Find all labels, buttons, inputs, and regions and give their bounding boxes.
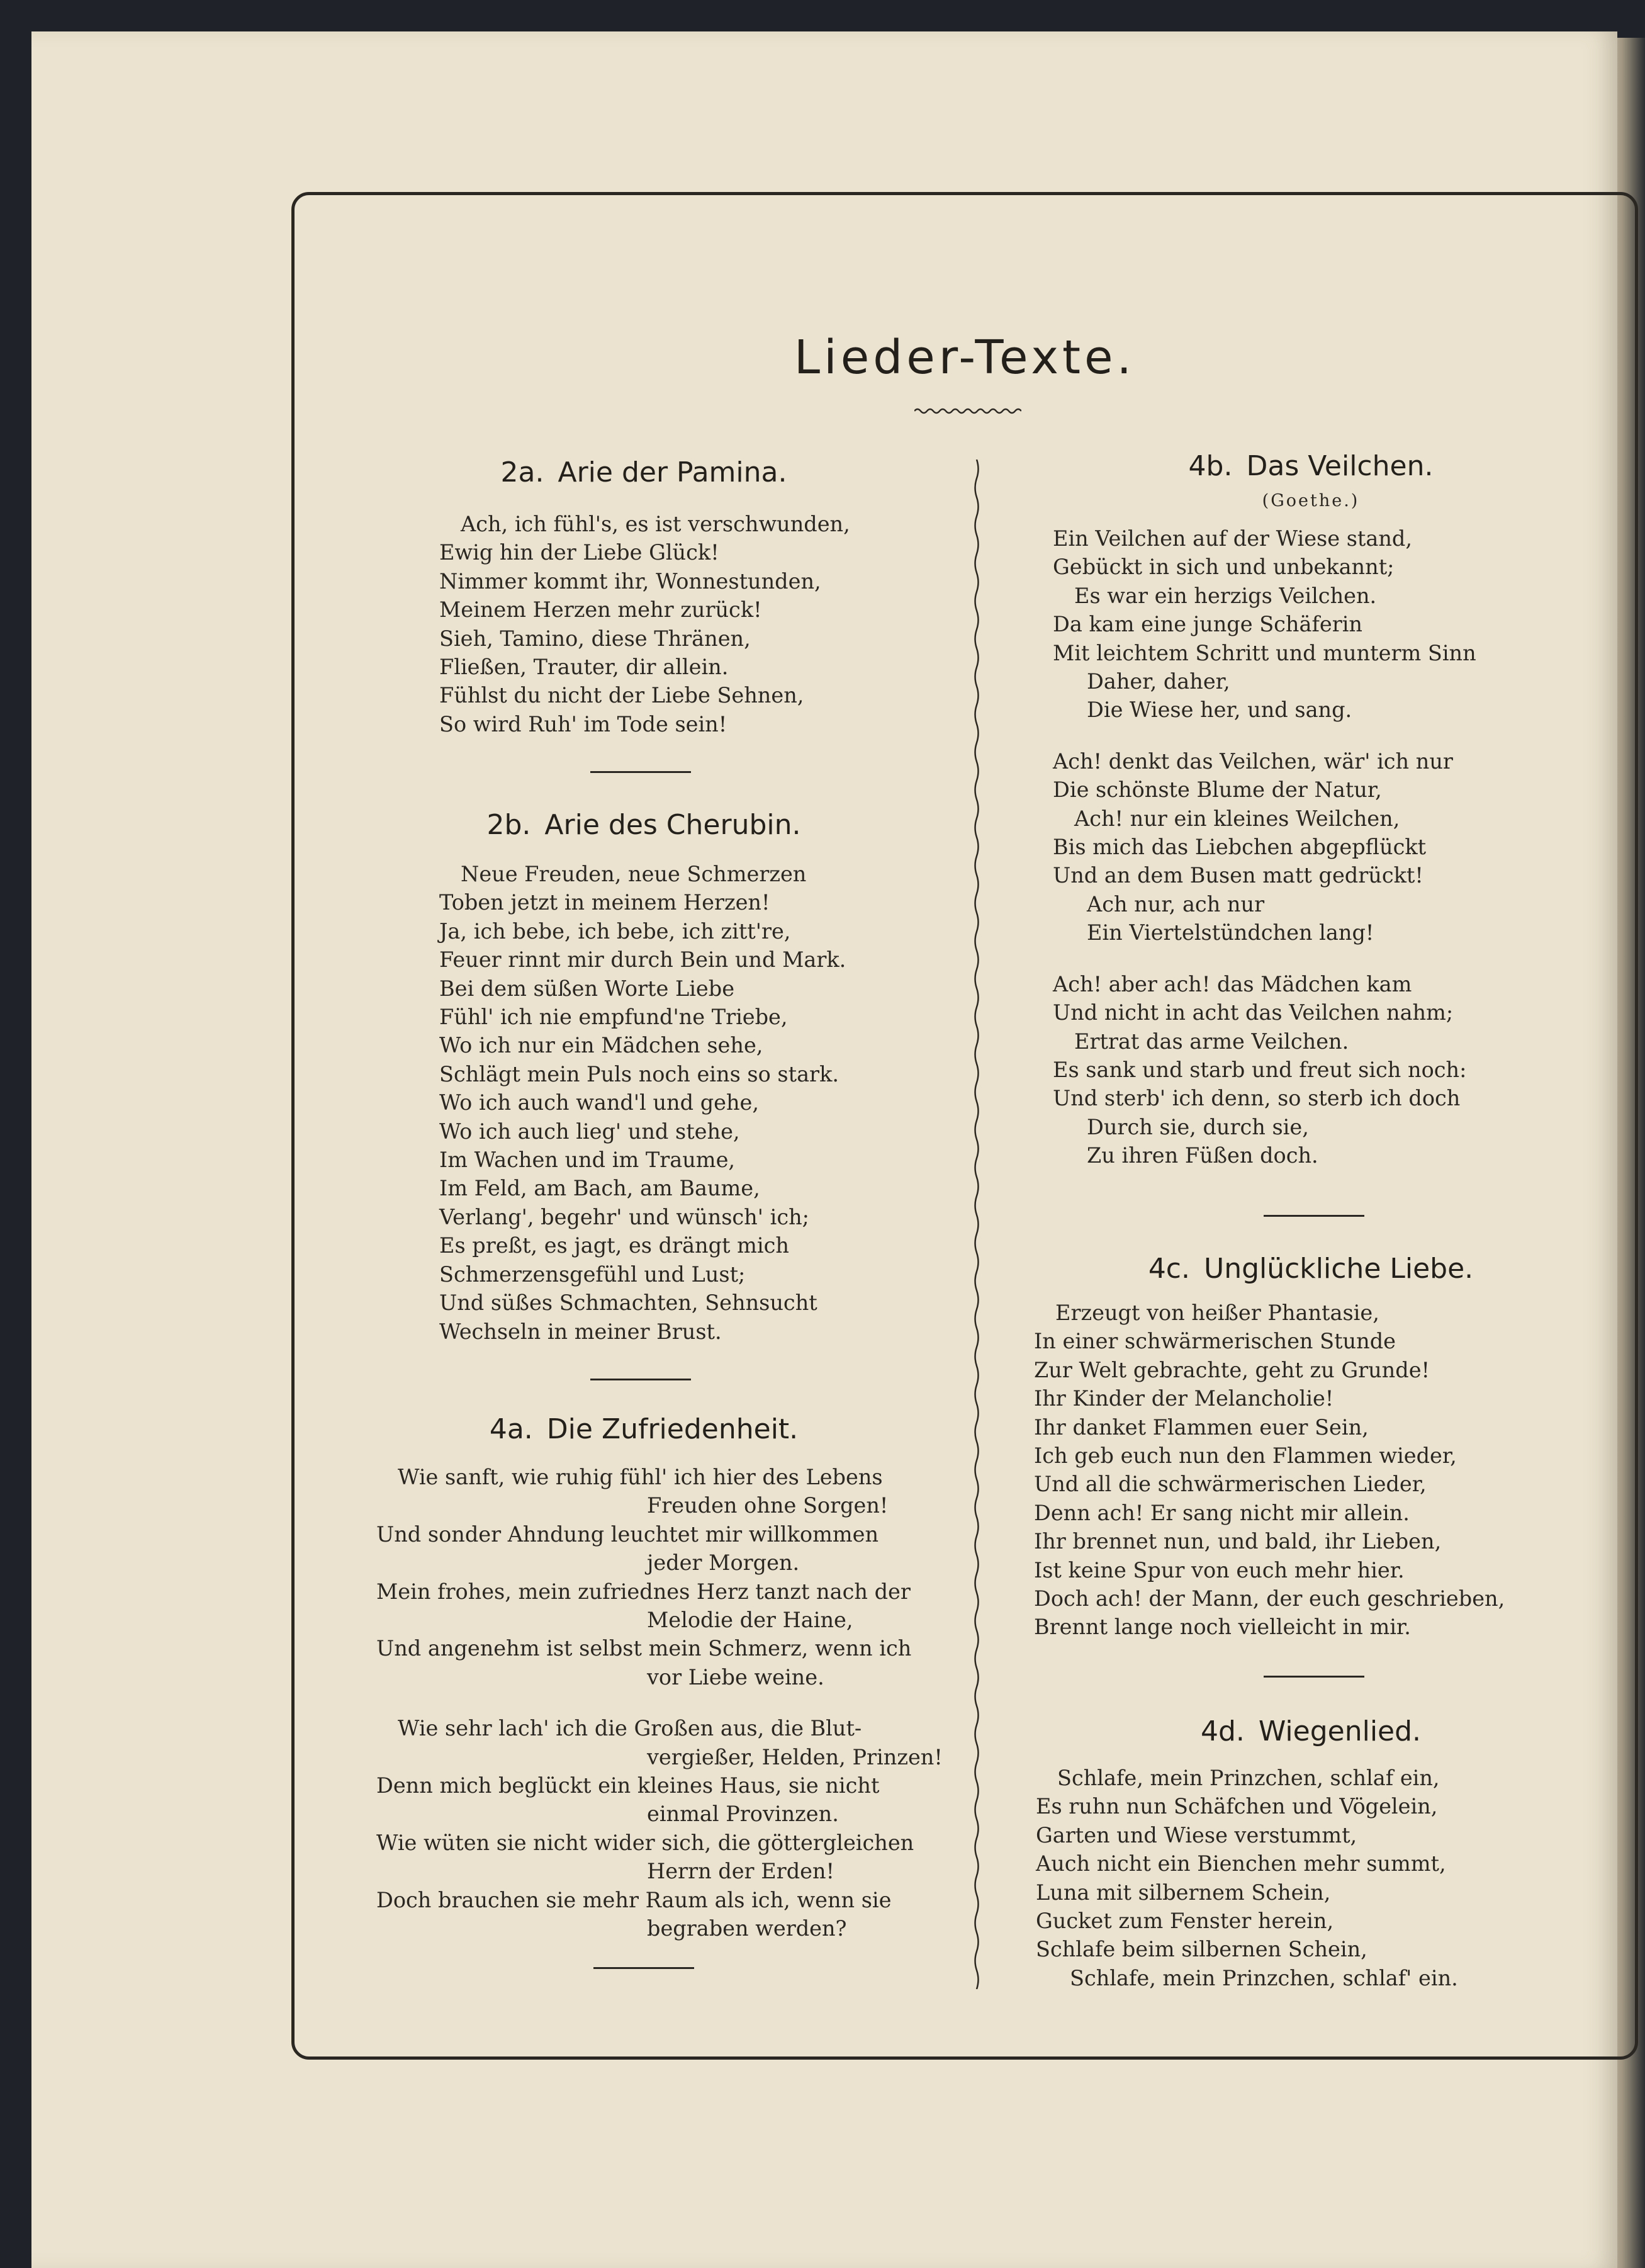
verse-line: Mit leichtem Schritt und munterm Sinn: [1053, 640, 1476, 665]
verse-line: Schlafe beim silbernen Schein,: [1036, 1937, 1367, 1962]
verse-line: Es sank und starb und freut sich noch:: [1053, 1057, 1467, 1082]
verse-line: Meinem Herzen mehr zurück!: [439, 597, 762, 623]
verse-line: begraben werden?: [647, 1916, 847, 1941]
verse-line: Bis mich das Liebchen abgepflückt: [1053, 835, 1427, 860]
section-rule: [1264, 1676, 1364, 1678]
verse-line: einmal Provinzen.: [647, 1802, 839, 1827]
verse-line: Ist keine Spur von euch mehr hier.: [1034, 1557, 1405, 1583]
verse-line: Fühl' ich nie empfund'ne Triebe,: [439, 1005, 788, 1030]
song-title: [351, 1413, 936, 1445]
verse-line: Ein Veilchen auf der Wiese stand,: [1053, 526, 1413, 551]
verse-line: Auch nicht ein Bienchen mehr summt,: [1036, 1851, 1446, 1876]
verse-line: Bei dem süßen Worte Liebe: [439, 976, 735, 1001]
song-title: [1018, 450, 1603, 482]
section-rule: [590, 1379, 691, 1380]
verse-line: Schlafe, mein Prinzchen, schlaf ein,: [1057, 1766, 1440, 1790]
verse-line: Da kam eine junge Schäferin: [1053, 612, 1362, 637]
content-frame: [291, 192, 1638, 2060]
section-rule: [593, 1967, 694, 1969]
song-text: [1018, 524, 1603, 1170]
verse-line: Im Feld, am Bach, am Baume,: [439, 1176, 760, 1201]
song-author: (Goethe.): [1262, 491, 1360, 511]
verse-line: Ihr danket Flammen euer Sein,: [1034, 1414, 1369, 1440]
song-4a: [351, 1413, 943, 1943]
verse-line: Luna mit silbernem Schein,: [1036, 1880, 1331, 1905]
verse-line: Ihr Kinder der Melancholie!: [1034, 1386, 1334, 1411]
verse-line: Brennt lange noch vielleicht in mir.: [1034, 1615, 1411, 1640]
song-text: [351, 860, 936, 1346]
verse-line: Denn ach! Er sang nicht mir allein.: [1034, 1500, 1410, 1525]
verse-line: Melodie der Haine,: [647, 1608, 853, 1633]
verse-line: Erzeugt von heißer Phantasie,: [1055, 1300, 1379, 1325]
song-4b: [1018, 450, 1603, 1170]
verse-line: Die Wiese her, und sang.: [1087, 697, 1352, 723]
verse-line: Es preßt, es jagt, es drängt mich: [439, 1233, 789, 1258]
song-number: 4b.: [1188, 450, 1233, 482]
verse-line: Ach, ich fühl's, es ist verschwunden,: [461, 512, 850, 536]
verse-line: Freuden ohne Sorgen!: [647, 1493, 889, 1518]
song-title: [1018, 1715, 1603, 1747]
verse-line: Garten und Wiese verstummt,: [1036, 1822, 1357, 1848]
verse-line: Wie sanft, wie ruhig fühl' ich hier des Lebens: [398, 1465, 883, 1489]
song-text: [1018, 1764, 1603, 1992]
verse-line: Sieh, Tamino, diese Thränen,: [439, 626, 751, 651]
verse-line: Ach! nur ein kleines Weilchen,: [1074, 806, 1400, 831]
verse-line: Ewig hin der Liebe Glück!: [439, 540, 719, 565]
verse-line: Doch brauchen sie mehr Raum als ich, wenn sie: [376, 1887, 892, 1912]
verse-line: vor Liebe weine.: [647, 1664, 824, 1690]
song-number: 4a.: [489, 1413, 533, 1445]
page-title: Lieder-Texte.: [794, 330, 1136, 385]
verse-line: Ach! denkt das Veilchen, wär' ich nur: [1053, 748, 1453, 774]
verse-line: Herrn der Erden!: [647, 1859, 834, 1884]
song-4d: [1018, 1715, 1603, 1992]
verse-line: Denn mich beglückt ein kleines Haus, sie nicht: [376, 1773, 880, 1798]
page: [31, 31, 1617, 2268]
verse-line: Und süßes Schmachten, Sehnsucht: [439, 1290, 817, 1316]
verse-line: Wo ich auch wand'l und gehe,: [439, 1090, 760, 1115]
song-name: Arie der Pamina.: [558, 456, 787, 488]
song-number: 2a.: [500, 456, 544, 488]
song-title: [351, 809, 936, 841]
verse-line: Mein frohes, mein zufriednes Herz tanzt nach der: [376, 1579, 911, 1604]
song-title: [1018, 1253, 1603, 1285]
verse-line: Es war ein herzigs Veilchen.: [1074, 583, 1377, 608]
verse-line: Gucket zum Fenster herein,: [1036, 1909, 1334, 1934]
verse-line: Daher, daher,: [1087, 669, 1230, 694]
verse-line: Durch sie, durch sie,: [1087, 1114, 1309, 1139]
verse-line: Schlafe, mein Prinzchen, schlaf' ein.: [1070, 1965, 1458, 1990]
verse-line: Und an dem Busen matt gedrückt!: [1053, 863, 1423, 888]
verse-line: Ach! aber ach! das Mädchen kam: [1053, 971, 1412, 996]
verse-line: So wird Ruh' im Tode sein!: [439, 711, 727, 736]
verse-line: Neue Freuden, neue Schmerzen: [461, 862, 807, 886]
verse-line: Ein Viertelstündchen lang!: [1087, 920, 1374, 945]
song-number: 2b.: [486, 809, 531, 841]
song-title: [351, 456, 936, 488]
verse-line: Ja, ich bebe, ich bebe, ich zitt're,: [439, 918, 791, 944]
verse-line: Toben jetzt in meinem Herzen!: [439, 890, 770, 915]
verse-line: Ach nur, ach nur: [1087, 891, 1265, 917]
verse-line: Fließen, Trauter, dir allein.: [439, 655, 729, 680]
verse-line: Im Wachen und im Traume,: [439, 1148, 736, 1173]
column-divider: [972, 460, 981, 1989]
verse-line: vergießer, Helden, Prinzen!: [647, 1744, 943, 1769]
verse-line: Zur Welt gebrachte, geht zu Grunde!: [1034, 1357, 1430, 1382]
song-name: Arie des Cherubin.: [544, 809, 801, 841]
verse-line: Zu ihren Füßen doch.: [1087, 1143, 1318, 1168]
verse-line: In einer schwärmerischen Stunde: [1034, 1329, 1396, 1354]
verse-line: Verlang', begehr' und wünsch' ich;: [439, 1204, 809, 1229]
title-ornament: [914, 405, 1021, 417]
verse-line: Ihr brennet nun, und bald, ihr Lieben,: [1034, 1529, 1442, 1554]
verse-line: Wo ich nur ein Mädchen sehe,: [439, 1033, 763, 1058]
song-name: Wiegenlied.: [1258, 1715, 1422, 1747]
verse-line: Wie wüten sie nicht wider sich, die göttergleichen: [376, 1830, 914, 1855]
verse-line: Und angenehm ist selbst mein Schmerz, wenn ich: [376, 1636, 912, 1661]
section-rule: [1264, 1215, 1364, 1217]
verse-line: Feuer rinnt mir durch Bein und Mark.: [439, 947, 846, 973]
song-name: Die Zufriedenheit.: [546, 1413, 799, 1445]
verse-line: Gebückt in sich und unbekannt;: [1053, 555, 1395, 580]
song-name: Unglückliche Liebe.: [1203, 1253, 1474, 1285]
verse-line: Wie sehr lach' ich die Großen aus, die Blut-: [398, 1716, 862, 1741]
verse-line: Und nicht in acht das Veilchen nahm;: [1053, 1000, 1454, 1025]
song-text: [351, 510, 936, 738]
section-rule: [590, 771, 691, 773]
verse-line: Nimmer kommt ihr, Wonnestunden,: [439, 568, 821, 594]
verse-line: jeder Morgen.: [647, 1550, 800, 1576]
verse-line: Es ruhn nun Schäfchen und Vögelein,: [1036, 1794, 1438, 1819]
verse-line: Und all die schwärmerischen Lieder,: [1034, 1472, 1427, 1497]
song-4c: [1018, 1253, 1603, 1642]
verse-line: Ertrat das arme Veilchen.: [1074, 1029, 1349, 1054]
song-name: Das Veilchen.: [1246, 450, 1434, 482]
verse-line: Die schönste Blume der Natur,: [1053, 777, 1382, 803]
verse-line: Wo ich auch lieg' und stehe,: [439, 1119, 740, 1144]
song-number: 4c.: [1148, 1253, 1190, 1285]
verse-line: Schlägt mein Puls noch eins so stark.: [439, 1061, 839, 1086]
verse-line: Doch ach! der Mann, der euch geschrieben,: [1034, 1586, 1505, 1611]
song-text: [351, 1463, 943, 1943]
song-2a: [351, 456, 936, 738]
verse-line: Schmerzensgefühl und Lust;: [439, 1261, 746, 1287]
song-text: [1018, 1299, 1603, 1642]
song-2b: [351, 809, 936, 1346]
verse-line: Ich geb euch nun den Flammen wieder,: [1034, 1443, 1457, 1469]
verse-line: Fühlst du nicht der Liebe Sehnen,: [439, 683, 804, 708]
verse-line: Und sterb' ich denn, so sterb ich doch: [1053, 1086, 1461, 1111]
song-number: 4d.: [1200, 1715, 1245, 1747]
verse-line: Wechseln in meiner Brust.: [439, 1319, 722, 1344]
verse-line: Und sonder Ahndung leuchtet mir willkommen: [376, 1521, 879, 1547]
